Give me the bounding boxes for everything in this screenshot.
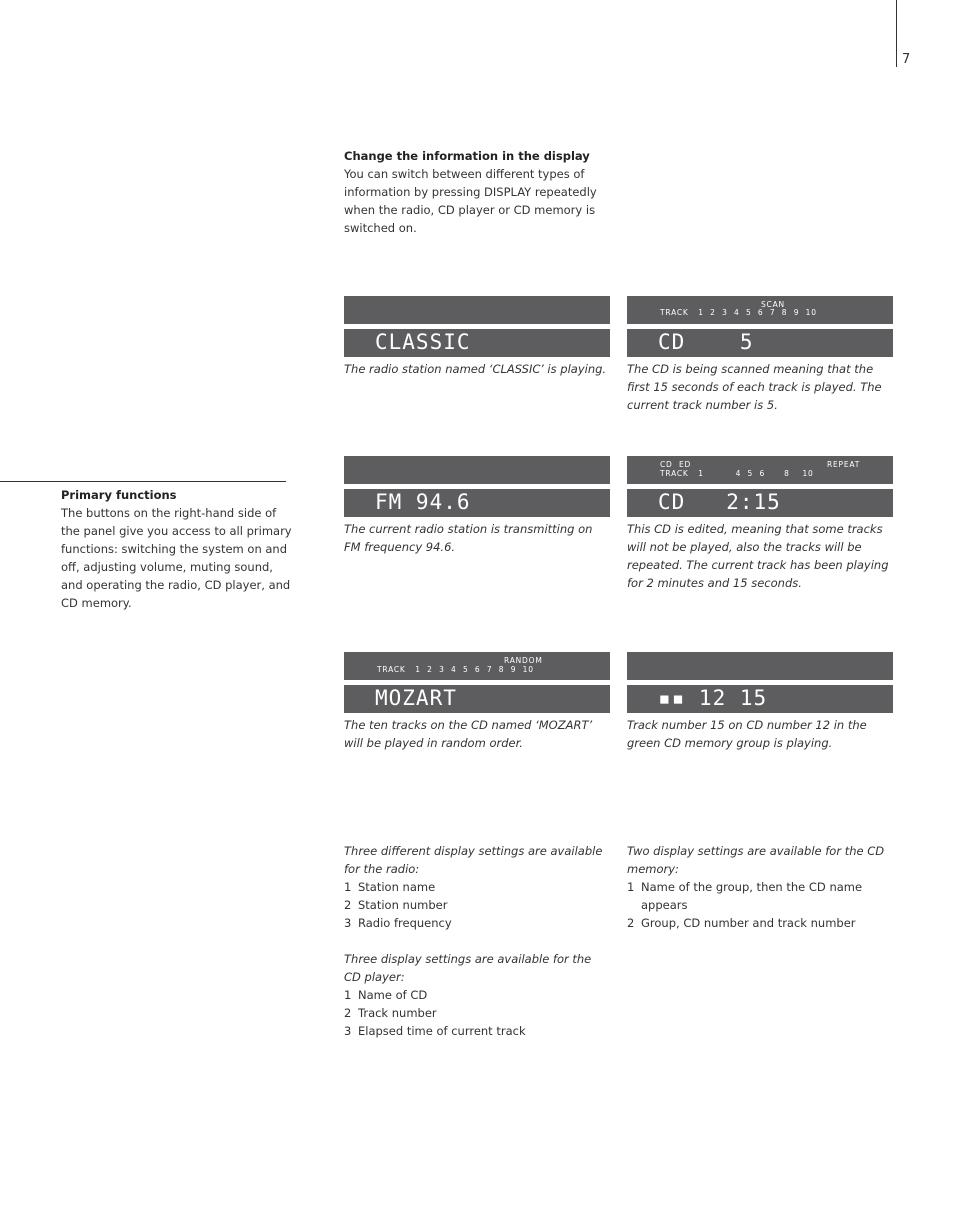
repeat-indicator: REPEAT: [827, 460, 861, 469]
display-caption: The ten tracks on the CD named ‘MOZART’ will be played in random order.: [344, 718, 593, 750]
list-item: 1 Name of the group, then the CD name appears: [627, 880, 863, 912]
intro-body: You can switch between different types of information by pressing DISPLAY repeatedly when the radio, CD player or CD memory is switched on.: [344, 167, 597, 235]
indicator-strip: [344, 296, 610, 324]
display-classic: [344, 296, 610, 378]
indicator-strip: [344, 456, 610, 484]
memory-settings-heading: Two display settings are available for the CD memory:: [627, 844, 885, 876]
lcd-readout: [344, 329, 610, 357]
primary-heading: Primary functions: [61, 488, 177, 502]
lcd-text: ▪▪ 12 15: [658, 686, 768, 710]
intro-heading: Change the information in the display: [344, 149, 590, 163]
list-item: 1 Station name: [344, 880, 436, 894]
display-caption: The current radio station is transmitting on FM frequency 94.6.: [344, 522, 593, 554]
cd-settings-list: [344, 986, 609, 1040]
lcd-text: CD 2:15: [658, 490, 781, 514]
display-caption: The CD is being scanned meaning that the first 15 seconds of each track is played. The current track number is 5.: [627, 362, 882, 412]
lcd-readout: [627, 685, 893, 713]
list-item: 2 Track number: [344, 1006, 437, 1020]
lcd-readout: [627, 329, 893, 357]
display-fm: [344, 456, 610, 556]
page-number: 7: [902, 52, 911, 67]
display-caption: The radio station named ‘CLASSIC’ is playing.: [344, 362, 607, 376]
track-indicator: TRACK 1 2 3 4 5 6 7 8 9 10: [660, 308, 817, 317]
list-item: 1 Name of CD: [344, 988, 428, 1002]
indicator-strip: [627, 296, 893, 324]
display-cd-memory: [627, 652, 893, 752]
lcd-readout: [627, 489, 893, 517]
display-caption: Track number 15 on CD number 12 in the green CD memory group is playing.: [627, 718, 867, 750]
lcd-text: CD 5: [658, 330, 754, 354]
primary-functions-section: [61, 486, 293, 612]
lcd-readout: [344, 685, 610, 713]
display-cd-edited: [627, 456, 893, 592]
lcd-text: CLASSIC: [375, 330, 471, 354]
page-corner-rule: [896, 0, 897, 67]
radio-settings-heading: Three different display settings are available for the radio:: [344, 844, 603, 876]
indicator-strip: [627, 456, 893, 484]
radio-settings-list: [344, 878, 609, 932]
intro-section: [344, 147, 609, 237]
cd-settings-heading: Three display settings are available for the CD player:: [344, 952, 592, 984]
lcd-text: FM 94.6: [375, 490, 471, 514]
display-cd-scan: [627, 296, 893, 414]
scan-indicator: SCAN: [761, 300, 785, 309]
lcd-text: MOZART: [375, 686, 457, 710]
primary-body: The buttons on the right-hand side of the panel give you access to all primary functions: switching the system on and off, adjusting volume, muting sound, and operating the radio, CD player, and CD memory.: [61, 506, 292, 610]
track-indicator: TRACK 1 2 3 4 5 6 7 8 9 10: [377, 665, 534, 674]
cd-ed-indicator: CD ED: [660, 460, 692, 469]
list-item: 3 Radio frequency: [344, 916, 452, 930]
indicator-strip: [627, 652, 893, 680]
random-indicator: RANDOM: [504, 656, 543, 665]
section-divider: [0, 481, 286, 482]
list-item: 3 Elapsed time of current track: [344, 1024, 526, 1038]
display-caption: This CD is edited, meaning that some tracks will not be played, also the tracks will be repeated. The current track has been playing for 2 minutes and 15 seconds.: [627, 522, 889, 590]
display-mozart: [344, 652, 610, 752]
lcd-readout: [344, 489, 610, 517]
memory-settings: [627, 842, 892, 932]
memory-settings-list: [627, 878, 892, 932]
radio-and-cd-settings: [344, 842, 609, 1040]
indicator-strip: [344, 652, 610, 680]
list-item: 2 Group, CD number and track number: [627, 916, 856, 930]
list-item: 2 Station number: [344, 898, 448, 912]
track-indicator: TRACK 1 4 5 6 8 10: [660, 469, 814, 478]
